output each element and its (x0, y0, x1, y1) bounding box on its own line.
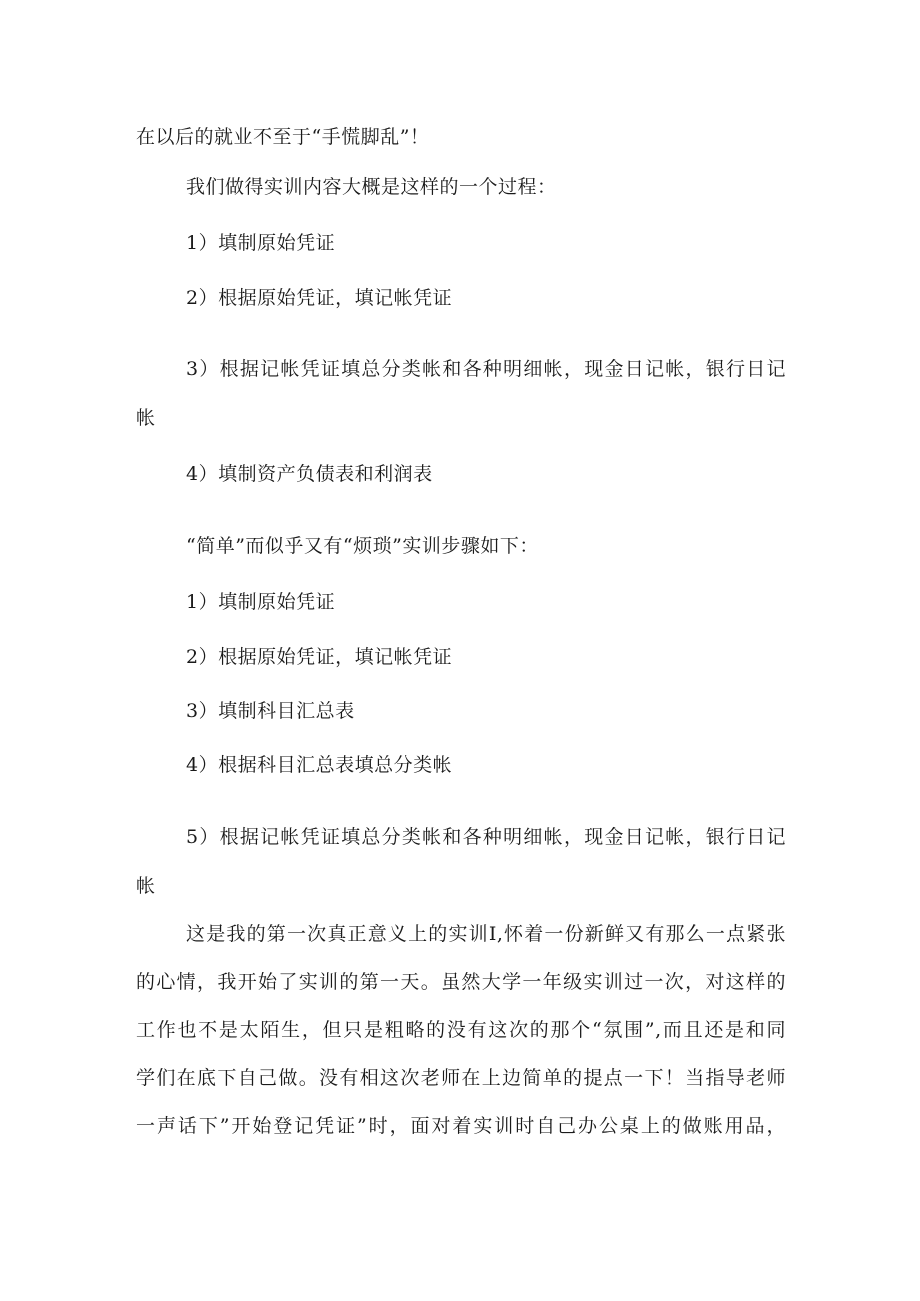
process-step-3-line-1: 3）根据记帐凭证填总分类帐和各种明细帐，现金日记帐，银行日记 (186, 358, 786, 380)
closing-paragraph-line-3: 工作也不是太陌生，但只是粗略的没有这次的那个“氛围”,而且还是和同 (136, 1019, 786, 1041)
steps-intro: “简单”而似乎又有“烦琐”实训步骤如下： (186, 535, 539, 557)
detail-step-2: 2）根据原始凭证，填记帐凭证 (186, 646, 453, 668)
process-step-2: 2）根据原始凭证，填记帐凭证 (186, 287, 453, 309)
closing-paragraph-line-1: 这是我的第一次真正意义上的实训I,怀着一份新鲜又有那么一点紧张 (186, 923, 786, 945)
detail-step-3: 3）填制科目汇总表 (186, 700, 355, 722)
process-intro: 我们做得实训内容大概是这样的一个过程： (186, 176, 557, 198)
detail-step-5-line-1: 5）根据记帐凭证填总分类帐和各种明细帐，现金日记帐，银行日记 (186, 826, 786, 848)
detail-step-1: 1）填制原始凭证 (186, 591, 336, 613)
closing-paragraph-line-2: 的心情，我开始了实训的第一天。虽然大学一年级实训过一次，对这样的 (136, 971, 786, 993)
detail-step-4: 4）根据科目汇总表填总分类帐 (186, 754, 453, 776)
process-step-1: 1）填制原始凭证 (186, 232, 336, 254)
process-step-3-line-2: 帐 (136, 407, 156, 429)
process-step-4: 4）填制资产负债表和利润表 (186, 463, 433, 485)
intro-line: 在以后的就业不至于“手慌脚乱”！ (136, 126, 430, 148)
closing-paragraph-line-4: 学们在底下自己做。没有相这次老师在上边简单的提点一下！当指导老师 (136, 1067, 786, 1089)
detail-step-5-line-2: 帐 (136, 875, 156, 897)
closing-paragraph-line-5: 一声话下”开始登记凭证”时，面对着实训时自己办公桌上的做账用品， (136, 1115, 786, 1137)
